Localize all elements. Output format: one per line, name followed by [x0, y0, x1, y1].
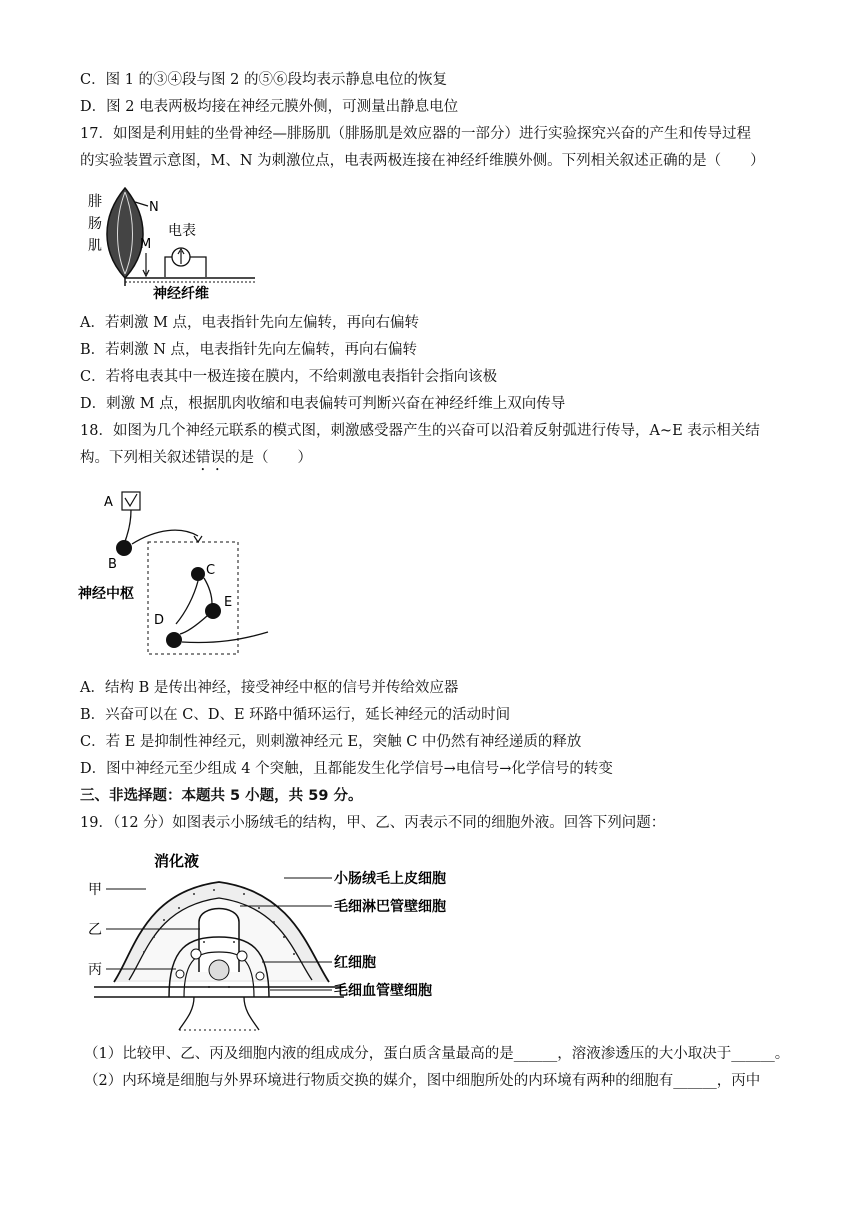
q17-option-a: A．若刺激 M 点，电表指针先向左偏转，再向右偏转	[80, 315, 420, 331]
q18-option-d: D．图中神经元至少组成 4 个突触，且都能发生化学信号→电信号→化学信号的转变	[80, 761, 613, 777]
q17-stem-line1: 17．如图是利用蛙的坐骨神经—腓肠肌（腓肠肌是效应器的一部分）进行实验探究兴奋的产生和传导过程	[80, 126, 751, 142]
q19-stem: 19．（12 分）如图表示小肠绒毛的结构，甲、乙、丙表示不同的细胞外液。回答下列问题：	[80, 815, 666, 831]
q18-stem-line2: 构。下列相关叙述错误的是（ ）	[80, 450, 312, 466]
label-lymph-wall-cell: 毛细淋巴管壁细胞	[334, 899, 446, 915]
label-muscle-2: 肠	[88, 216, 102, 232]
label-jia: 甲	[88, 882, 102, 898]
label-nerve-fiber: 神经纤维	[153, 286, 209, 302]
label-red-blood-cell: 红细胞	[334, 955, 376, 971]
q17-option-d: D．刺激 M 点，根据肌肉收缩和电表偏转可判断兴奋在神经纤维上双向传导	[80, 396, 566, 412]
label-muscle-3: 肌	[88, 238, 102, 254]
q19-figure	[84, 842, 504, 1032]
label-neural-center: 神经中枢	[78, 586, 134, 602]
q17-stem-line2: 的实验装置示意图，M、N 为刺激位点，电表两极连接在神经纤维膜外侧。下列相关叙述正确的是（ ）	[80, 153, 765, 169]
q19-sub2: （2）内环境是细胞与外界环境进行物质交换的媒介，图中细胞所处的内环境有两种的细胞有______，丙中	[84, 1073, 761, 1089]
q16-option-d: D．图 2 电表两极均接在神经元膜外侧，可测量出静息电位	[80, 99, 459, 115]
q17-figure	[80, 178, 280, 303]
receptor-box	[122, 492, 140, 510]
q16-option-c: C．图 1 的③④段与图 2 的⑤⑥段均表示静息电位的恢复	[80, 72, 447, 88]
label-epithelial-cell: 小肠绒毛上皮细胞	[334, 871, 446, 887]
label-m: M	[140, 237, 152, 252]
muscle-shape	[107, 188, 143, 278]
neuron-c	[191, 567, 205, 581]
label-b: B	[108, 557, 117, 572]
section-3-heading: 三、非选择题：本题共 5 小题，共 59 分。	[80, 788, 363, 804]
neuron-e	[205, 603, 221, 619]
red-blood-cell	[191, 949, 201, 959]
q18-option-b: B．兴奋可以在 C、D、E 环路中循环运行，延长神经元的活动时间	[80, 707, 511, 723]
q17-option-c: C．若将电表其中一极连接在膜内，不给刺激电表指针会指向该极	[80, 369, 498, 385]
neuron-b	[116, 540, 132, 556]
label-n: N	[149, 200, 159, 215]
label-d: D	[154, 613, 165, 628]
label-a: A	[104, 495, 113, 510]
label-meter: 电表	[168, 223, 196, 239]
neuron-d	[166, 632, 182, 648]
label-c: C	[206, 563, 216, 578]
label-capillary-wall-cell: 毛细血管壁细胞	[334, 983, 432, 999]
q18-figure	[76, 484, 276, 664]
q18-option-c: C．若 E 是抑制性神经元，则刺激神经元 E，突触 C 中仍然有神经递质的释放	[80, 734, 582, 750]
emphasis-wrong: 错误	[196, 450, 225, 466]
label-digestive-juice: 消化液	[154, 852, 200, 870]
q19-sub1: （1）比较甲、乙、丙及细胞内液的组成成分，蛋白质含量最高的是______，溶液渗透压的大小取决于______。	[84, 1046, 790, 1062]
label-yi: 乙	[88, 922, 102, 938]
q17-option-b: B．若刺激 N 点，电表指针先向左偏转，再向右偏转	[80, 342, 418, 358]
q18-stem-line1: 18．如图为几个神经元联系的模式图，刺激感受器产生的兴奋可以沿着反射弧进行传导，A~E 表示相关结	[80, 423, 760, 439]
label-muscle-1: 腓	[88, 194, 102, 210]
label-e: E	[224, 595, 233, 610]
q18-option-a: A．结构 B 是传出神经，接受神经中枢的信号并传给效应器	[80, 680, 459, 696]
label-bing: 丙	[88, 962, 102, 978]
